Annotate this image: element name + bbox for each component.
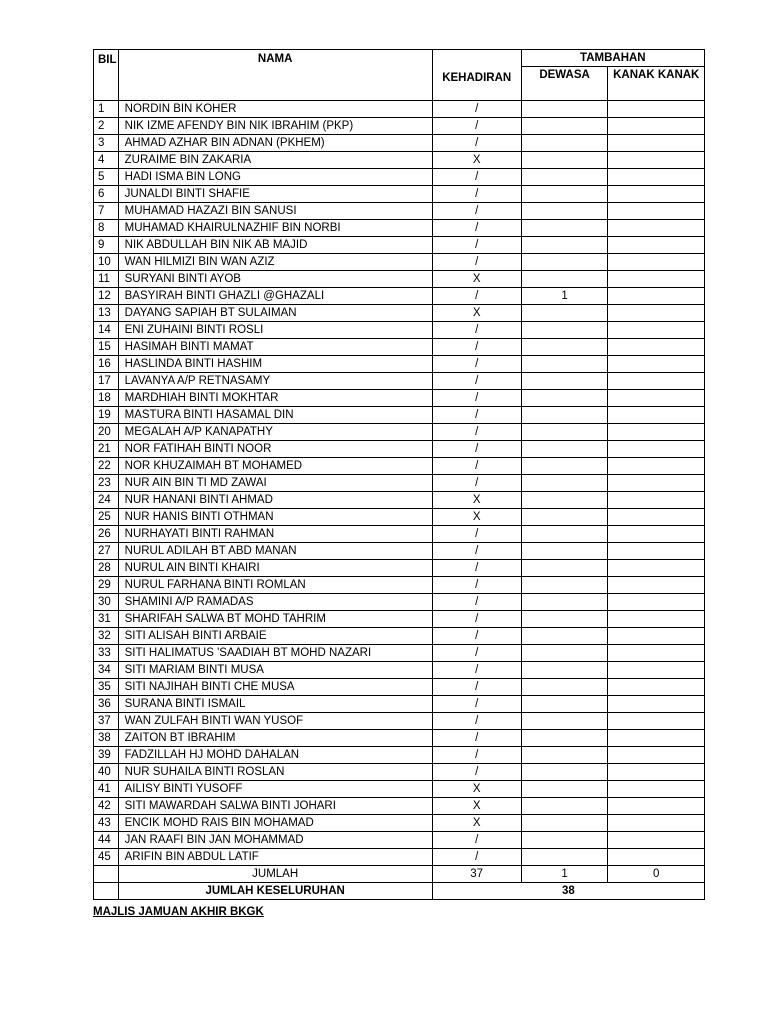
table-row (94, 764, 705, 781)
name-cell: NUR HANIS BINTI OTHMAN (118, 509, 432, 526)
bil-cell: 26 (94, 526, 119, 543)
table-row (94, 475, 705, 492)
attendance-cell: / (432, 662, 521, 679)
dewasa-cell (521, 169, 608, 186)
kanak-cell (608, 237, 705, 254)
header-kehadiran: KEHADIRAN (432, 50, 521, 101)
kanak-cell (608, 475, 705, 492)
kanak-cell (608, 186, 705, 203)
dewasa-cell (521, 424, 608, 441)
bil-cell: 33 (94, 645, 119, 662)
bil-cell: 18 (94, 390, 119, 407)
bil-cell: 38 (94, 730, 119, 747)
totals-label: JUMLAH (118, 866, 432, 883)
attendance-cell: X (432, 509, 521, 526)
bil-cell: 25 (94, 509, 119, 526)
kanak-cell (608, 203, 705, 220)
table-row (94, 424, 705, 441)
name-cell: SURYANI BINTI AYOB (118, 271, 432, 288)
kanak-cell (608, 815, 705, 832)
totals-kanak: 0 (608, 866, 705, 883)
kanak-cell (608, 441, 705, 458)
table-row (94, 509, 705, 526)
name-cell: FADZILLAH HJ MOHD DAHALAN (118, 747, 432, 764)
kanak-cell (608, 662, 705, 679)
attendance-cell: X (432, 271, 521, 288)
table-row (94, 628, 705, 645)
name-cell: SHAMINI A/P RAMADAS (118, 594, 432, 611)
bil-cell: 44 (94, 832, 119, 849)
attendance-cell: / (432, 594, 521, 611)
bil-cell: 11 (94, 271, 119, 288)
name-cell: ARIFIN BIN ABDUL LATIF (118, 849, 432, 866)
dewasa-cell (521, 645, 608, 662)
dewasa-cell (521, 815, 608, 832)
name-cell: NURUL FARHANA BINTI ROMLAN (118, 577, 432, 594)
attendance-cell: / (432, 628, 521, 645)
kanak-cell (608, 271, 705, 288)
bil-cell: 14 (94, 322, 119, 339)
kanak-cell (608, 424, 705, 441)
name-cell: ZURAIME BIN ZAKARIA (118, 152, 432, 169)
grand-total-row (94, 883, 705, 900)
kanak-cell (608, 730, 705, 747)
attendance-cell: / (432, 356, 521, 373)
kanak-cell (608, 747, 705, 764)
totals-empty (94, 866, 119, 883)
kanak-cell (608, 322, 705, 339)
attendance-cell: / (432, 424, 521, 441)
kanak-cell (608, 696, 705, 713)
kanak-cell (608, 611, 705, 628)
kanak-cell (608, 339, 705, 356)
dewasa-cell (521, 849, 608, 866)
table-row (94, 373, 705, 390)
dewasa-cell (521, 186, 608, 203)
attendance-cell: / (432, 288, 521, 305)
bil-cell: 2 (94, 118, 119, 135)
dewasa-cell (521, 509, 608, 526)
attendance-table (93, 49, 705, 900)
table-row (94, 543, 705, 560)
attendance-cell: / (432, 407, 521, 424)
attendance-cell: / (432, 475, 521, 492)
dewasa-cell (521, 322, 608, 339)
dewasa-cell (521, 730, 608, 747)
dewasa-cell (521, 152, 608, 169)
dewasa-cell (521, 628, 608, 645)
name-cell: NUR SUHAILA BINTI ROSLAN (118, 764, 432, 781)
name-cell: SITI MARIAM BINTI MUSA (118, 662, 432, 679)
bil-cell: 30 (94, 594, 119, 611)
kanak-cell (608, 458, 705, 475)
name-cell: DAYANG SAPIAH BT SULAIMAN (118, 305, 432, 322)
dewasa-cell (521, 696, 608, 713)
attendance-cell: / (432, 203, 521, 220)
kanak-cell (608, 849, 705, 866)
attendance-cell: / (432, 679, 521, 696)
name-cell: MASTURA BINTI HASAMAL DIN (118, 407, 432, 424)
kanak-cell (608, 390, 705, 407)
kanak-cell (608, 832, 705, 849)
header-bil: BIL (94, 50, 119, 101)
dewasa-cell (521, 475, 608, 492)
table-row (94, 169, 705, 186)
attendance-cell: / (432, 254, 521, 271)
attendance-cell: / (432, 186, 521, 203)
table-row (94, 390, 705, 407)
table-row (94, 492, 705, 509)
dewasa-cell (521, 458, 608, 475)
dewasa-cell (521, 441, 608, 458)
attendance-cell: / (432, 101, 521, 118)
attendance-cell: / (432, 560, 521, 577)
name-cell: AHMAD AZHAR BIN ADNAN (PKHEM) (118, 135, 432, 152)
attendance-cell: / (432, 526, 521, 543)
dewasa-cell (521, 390, 608, 407)
dewasa-cell (521, 781, 608, 798)
table-row (94, 356, 705, 373)
grand-total-value: 38 (432, 883, 704, 900)
bil-cell: 29 (94, 577, 119, 594)
bil-cell: 34 (94, 662, 119, 679)
kanak-cell (608, 373, 705, 390)
dewasa-cell (521, 764, 608, 781)
bil-cell: 39 (94, 747, 119, 764)
dewasa-cell (521, 526, 608, 543)
name-cell: JAN RAAFI BIN JAN MOHAMMAD (118, 832, 432, 849)
name-cell: SITI ALISAH BINTI ARBAIE (118, 628, 432, 645)
table-row (94, 203, 705, 220)
table-row (94, 186, 705, 203)
attendance-cell: / (432, 458, 521, 475)
name-cell: LAVANYA A/P RETNASAMY (118, 373, 432, 390)
kanak-cell (608, 220, 705, 237)
name-cell: NUR AIN BIN TI MD ZAWAI (118, 475, 432, 492)
name-cell: JUNALDI BINTI SHAFIE (118, 186, 432, 203)
bil-cell: 28 (94, 560, 119, 577)
attendance-cell: X (432, 781, 521, 798)
bil-cell: 13 (94, 305, 119, 322)
attendance-cell: / (432, 696, 521, 713)
bil-cell: 32 (94, 628, 119, 645)
name-cell: SITI NAJIHAH BINTI CHE MUSA (118, 679, 432, 696)
bil-cell: 8 (94, 220, 119, 237)
dewasa-cell (521, 543, 608, 560)
attendance-cell: / (432, 730, 521, 747)
bil-cell: 4 (94, 152, 119, 169)
kanak-cell (608, 560, 705, 577)
totals-kehadiran: 37 (432, 866, 521, 883)
kanak-cell (608, 407, 705, 424)
bil-cell: 24 (94, 492, 119, 509)
table-row (94, 679, 705, 696)
kanak-cell (608, 679, 705, 696)
table-row (94, 254, 705, 271)
dewasa-cell (521, 611, 608, 628)
kanak-cell (608, 781, 705, 798)
bil-cell: 21 (94, 441, 119, 458)
grand-total-empty (94, 883, 119, 900)
dewasa-cell (521, 305, 608, 322)
bil-cell: 41 (94, 781, 119, 798)
name-cell: NIK ABDULLAH BIN NIK AB MAJID (118, 237, 432, 254)
dewasa-cell (521, 560, 608, 577)
table-row (94, 781, 705, 798)
dewasa-cell (521, 832, 608, 849)
attendance-cell: / (432, 764, 521, 781)
name-cell: ENI ZUHAINI BINTI ROSLI (118, 322, 432, 339)
attendance-cell: / (432, 118, 521, 135)
bil-cell: 7 (94, 203, 119, 220)
attendance-cell: / (432, 441, 521, 458)
dewasa-cell (521, 492, 608, 509)
attendance-cell: / (432, 322, 521, 339)
dewasa-cell (521, 101, 608, 118)
name-cell: NURHAYATI BINTI RAHMAN (118, 526, 432, 543)
table-row (94, 747, 705, 764)
attendance-cell: / (432, 832, 521, 849)
dewasa-cell (521, 356, 608, 373)
table-row (94, 101, 705, 118)
dewasa-cell (521, 135, 608, 152)
dewasa-cell (521, 237, 608, 254)
table-row (94, 441, 705, 458)
bil-cell: 31 (94, 611, 119, 628)
name-cell: ZAITON BT IBRAHIM (118, 730, 432, 747)
dewasa-cell (521, 271, 608, 288)
table-row (94, 696, 705, 713)
name-cell: ENCIK MOHD RAIS BIN MOHAMAD (118, 815, 432, 832)
table-row (94, 458, 705, 475)
table-row (94, 798, 705, 815)
bil-cell: 16 (94, 356, 119, 373)
bil-cell: 10 (94, 254, 119, 271)
table-row (94, 577, 705, 594)
name-cell: HASIMAH BINTI MAMAT (118, 339, 432, 356)
kanak-cell (608, 254, 705, 271)
header-dewasa: DEWASA (521, 67, 608, 101)
attendance-cell: / (432, 543, 521, 560)
name-cell: SITI HALIMATUS 'SAADIAH BT MOHD NAZARI (118, 645, 432, 662)
bil-cell: 12 (94, 288, 119, 305)
name-cell: NOR FATIHAH BINTI NOOR (118, 441, 432, 458)
kanak-cell (608, 135, 705, 152)
dewasa-cell (521, 407, 608, 424)
kanak-cell (608, 169, 705, 186)
bil-cell: 3 (94, 135, 119, 152)
dewasa-cell (521, 662, 608, 679)
kanak-cell (608, 101, 705, 118)
table-row (94, 713, 705, 730)
name-cell: NURUL AIN BINTI KHAIRI (118, 560, 432, 577)
bil-cell: 19 (94, 407, 119, 424)
bil-cell: 37 (94, 713, 119, 730)
kanak-cell (608, 645, 705, 662)
name-cell: WAN ZULFAH BINTI WAN YUSOF (118, 713, 432, 730)
kanak-cell (608, 628, 705, 645)
table-row (94, 645, 705, 662)
name-cell: WAN HILMIZI BIN WAN AZIZ (118, 254, 432, 271)
attendance-cell: / (432, 747, 521, 764)
kanak-cell (608, 594, 705, 611)
table-row (94, 220, 705, 237)
dewasa-cell (521, 203, 608, 220)
header-row-1 (94, 50, 705, 67)
table-row (94, 730, 705, 747)
kanak-cell (608, 288, 705, 305)
bil-cell: 42 (94, 798, 119, 815)
name-cell: MUHAMAD KHAIRULNAZHIF BIN NORBI (118, 220, 432, 237)
table-row (94, 815, 705, 832)
attendance-cell: X (432, 815, 521, 832)
attendance-cell: X (432, 492, 521, 509)
bil-cell: 36 (94, 696, 119, 713)
table-row (94, 611, 705, 628)
table-row (94, 271, 705, 288)
header-tambahan: TAMBAHAN (521, 50, 704, 67)
table-row (94, 594, 705, 611)
totals-row (94, 866, 705, 883)
table-row (94, 135, 705, 152)
bil-cell: 20 (94, 424, 119, 441)
table-row (94, 832, 705, 849)
attendance-cell: / (432, 577, 521, 594)
bil-cell: 9 (94, 237, 119, 254)
table-row (94, 118, 705, 135)
dewasa-cell (521, 254, 608, 271)
attendance-cell: X (432, 152, 521, 169)
bil-cell: 40 (94, 764, 119, 781)
attendance-cell: / (432, 645, 521, 662)
dewasa-cell (521, 577, 608, 594)
kanak-cell (608, 577, 705, 594)
attendance-cell: X (432, 305, 521, 322)
attendance-cell: / (432, 220, 521, 237)
name-cell: AILISY BINTI YUSOFF (118, 781, 432, 798)
attendance-cell: / (432, 713, 521, 730)
bil-cell: 35 (94, 679, 119, 696)
table-row (94, 322, 705, 339)
attendance-cell: X (432, 798, 521, 815)
table-row (94, 407, 705, 424)
kanak-cell (608, 152, 705, 169)
name-cell: MEGALAH A/P KANAPATHY (118, 424, 432, 441)
table-row (94, 526, 705, 543)
dewasa-cell: 1 (521, 288, 608, 305)
dewasa-cell (521, 118, 608, 135)
name-cell: HASLINDA BINTI HASHIM (118, 356, 432, 373)
table-row (94, 662, 705, 679)
name-cell: SITI MAWARDAH SALWA BINTI JOHARI (118, 798, 432, 815)
dewasa-cell (521, 679, 608, 696)
header-kanak: KANAK KANAK (608, 67, 705, 101)
name-cell: HADI ISMA BIN LONG (118, 169, 432, 186)
table-row (94, 288, 705, 305)
dewasa-cell (521, 713, 608, 730)
table-row (94, 560, 705, 577)
table-row (94, 849, 705, 866)
grand-total-label: JUMLAH KESELURUHAN (118, 883, 432, 900)
kanak-cell (608, 492, 705, 509)
attendance-cell: / (432, 135, 521, 152)
bil-cell: 1 (94, 101, 119, 118)
bil-cell: 17 (94, 373, 119, 390)
attendance-cell: / (432, 169, 521, 186)
dewasa-cell (521, 220, 608, 237)
kanak-cell (608, 543, 705, 560)
attendance-cell: / (432, 849, 521, 866)
kanak-cell (608, 764, 705, 781)
kanak-cell (608, 356, 705, 373)
bil-cell: 15 (94, 339, 119, 356)
attendance-cell: / (432, 339, 521, 356)
bil-cell: 43 (94, 815, 119, 832)
name-cell: NORDIN BIN KOHER (118, 101, 432, 118)
kanak-cell (608, 798, 705, 815)
kanak-cell (608, 526, 705, 543)
name-cell: NIK IZME AFENDY BIN NIK IBRAHIM (PKP) (118, 118, 432, 135)
name-cell: MARDHIAH BINTI MOKHTAR (118, 390, 432, 407)
dewasa-cell (521, 373, 608, 390)
attendance-cell: / (432, 373, 521, 390)
table-row (94, 305, 705, 322)
kanak-cell (608, 713, 705, 730)
dewasa-cell (521, 747, 608, 764)
attendance-cell: / (432, 237, 521, 254)
table-row (94, 237, 705, 254)
name-cell: MUHAMAD HAZAZI BIN SANUSI (118, 203, 432, 220)
bil-cell: 6 (94, 186, 119, 203)
kanak-cell (608, 305, 705, 322)
header-nama: NAMA (118, 50, 432, 101)
table-row (94, 152, 705, 169)
totals-dewasa: 1 (521, 866, 608, 883)
table-row (94, 339, 705, 356)
name-cell: BASYIRAH BINTI GHAZLI @GHAZALI (118, 288, 432, 305)
bil-cell: 45 (94, 849, 119, 866)
bil-cell: 22 (94, 458, 119, 475)
dewasa-cell (521, 594, 608, 611)
name-cell: NOR KHUZAIMAH BT MOHAMED (118, 458, 432, 475)
footer-title: MAJLIS JAMUAN AKHIR BKGK (93, 906, 264, 918)
name-cell: SURANA BINTI ISMAIL (118, 696, 432, 713)
attendance-cell: / (432, 390, 521, 407)
attendance-cell: / (432, 611, 521, 628)
name-cell: NUR HANANI BINTI AHMAD (118, 492, 432, 509)
bil-cell: 27 (94, 543, 119, 560)
kanak-cell (608, 118, 705, 135)
bil-cell: 23 (94, 475, 119, 492)
kanak-cell (608, 509, 705, 526)
name-cell: NURUL ADILAH BT ABD MANAN (118, 543, 432, 560)
dewasa-cell (521, 339, 608, 356)
bil-cell: 5 (94, 169, 119, 186)
dewasa-cell (521, 798, 608, 815)
name-cell: SHARIFAH SALWA BT MOHD TAHRIM (118, 611, 432, 628)
